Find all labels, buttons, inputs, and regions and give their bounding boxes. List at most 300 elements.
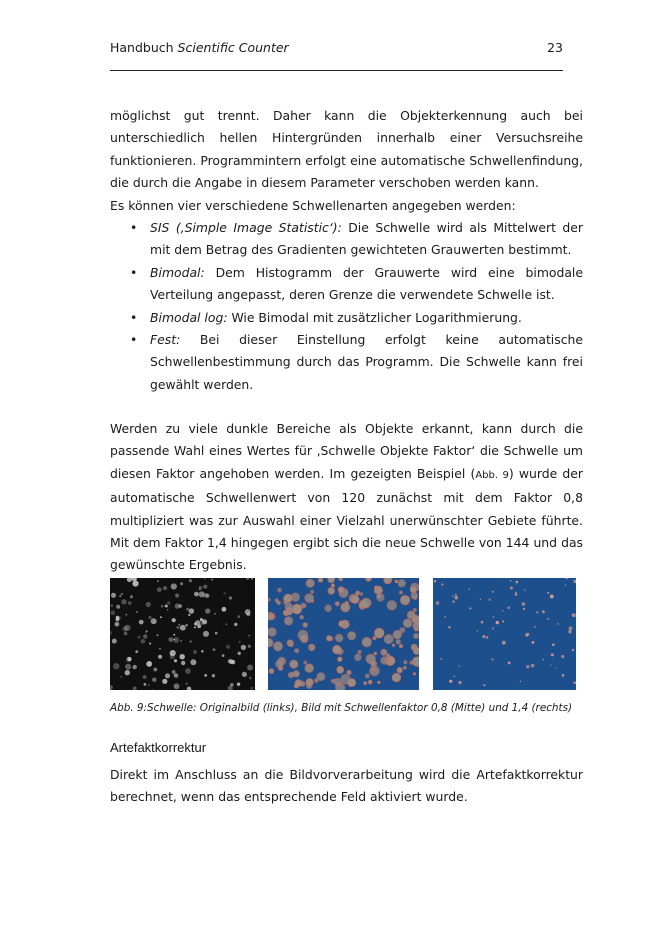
speckle xyxy=(242,672,247,677)
speckle xyxy=(355,591,359,595)
speckle xyxy=(119,595,121,597)
speckle xyxy=(241,645,246,650)
speckle xyxy=(351,596,359,604)
speckle xyxy=(555,668,556,669)
speckle xyxy=(365,674,369,678)
speckle xyxy=(137,636,140,639)
speckle xyxy=(121,599,126,604)
speckle xyxy=(290,660,298,668)
list-item xyxy=(130,307,583,329)
speckle xyxy=(572,649,575,652)
bullet-icon: • xyxy=(130,332,138,348)
speckle xyxy=(275,599,279,603)
speckle xyxy=(306,579,314,587)
speckle xyxy=(204,674,207,677)
speckle xyxy=(274,642,283,651)
speckle xyxy=(163,586,167,590)
speckle xyxy=(144,683,147,686)
speckle xyxy=(387,659,390,662)
speckle xyxy=(148,616,151,619)
speckle xyxy=(520,681,522,683)
paragraph-2 xyxy=(110,418,583,577)
speckle xyxy=(180,625,186,631)
speckle xyxy=(326,636,331,641)
figure-caption: Abb. 9:Schwelle: Originalbild (links), Bild mit Schwellenfaktor 0,8 (Mitte) und 1,4 (rechts) xyxy=(110,702,573,714)
speckle xyxy=(167,609,169,611)
speckle xyxy=(561,655,564,658)
section-heading: Artefaktkorrektur xyxy=(110,740,207,755)
speckle xyxy=(245,609,251,615)
speckle xyxy=(124,632,128,636)
speckle xyxy=(136,611,138,613)
speckle xyxy=(175,603,180,608)
speckle xyxy=(371,661,377,667)
speckle xyxy=(225,623,227,625)
speckle xyxy=(502,641,506,645)
speckle xyxy=(132,581,138,587)
speckle xyxy=(415,628,418,631)
speckle xyxy=(449,680,452,683)
header-title-italic: Scientific Counter xyxy=(177,40,289,55)
header-title-prefix: Handbuch xyxy=(110,40,178,55)
speckle xyxy=(141,639,146,644)
speckle xyxy=(526,665,529,668)
speckle xyxy=(400,628,405,633)
speckle xyxy=(337,666,344,673)
speckle xyxy=(534,626,536,628)
speckle xyxy=(160,616,162,618)
speckle xyxy=(304,661,307,664)
speckle xyxy=(250,687,253,690)
speckle xyxy=(111,593,116,598)
speckle xyxy=(325,605,332,612)
speckle xyxy=(360,593,363,596)
speckle xyxy=(199,620,205,626)
speckle xyxy=(305,594,314,603)
speckle xyxy=(157,587,162,592)
speckle xyxy=(454,676,456,678)
speckle xyxy=(412,657,419,666)
threshold-0-8-image xyxy=(268,578,419,690)
speckle xyxy=(247,665,253,671)
speckle xyxy=(483,684,485,686)
list-item-text: Wie Bimodal mit zusätzlicher Logarithmierung. xyxy=(227,309,522,325)
speckle xyxy=(328,588,335,595)
speckle xyxy=(335,602,339,606)
speckle xyxy=(492,591,494,593)
speckle xyxy=(194,626,196,628)
speckle xyxy=(248,635,250,637)
speckle xyxy=(284,617,292,625)
speckle xyxy=(158,655,162,659)
speckle xyxy=(392,644,395,647)
speckle xyxy=(516,581,519,584)
speckle xyxy=(348,632,356,640)
speckle xyxy=(290,643,293,646)
speckle xyxy=(125,664,131,670)
speckle xyxy=(400,595,409,604)
speckle xyxy=(237,683,240,686)
speckle xyxy=(395,580,398,583)
speckle xyxy=(338,587,344,593)
speckle xyxy=(204,578,206,580)
speckle xyxy=(358,650,361,653)
speckle xyxy=(403,666,406,669)
speckle xyxy=(121,593,123,595)
speckle xyxy=(565,585,566,586)
speckle xyxy=(234,623,237,626)
speckle xyxy=(547,618,549,620)
paragraph-2-text-a: Werden zu viele dunkle Bereiche als Objekte erkannt, kann durch die passende Wahl eines Wertes für ‚Schwelle Objekte Faktor‘ die Schwelle um diesen Faktor angehoben werden. Im gezeigten Beispiel ( xyxy=(110,421,583,481)
speckle xyxy=(387,601,397,611)
paragraph-3: Direkt im Anschluss an die Bildvorverarbeitung wird die Artefaktkorrektur berechnet, wenn das entsprechende Feld aktiviert wurde. xyxy=(110,767,583,805)
speckle xyxy=(526,633,529,636)
speckle xyxy=(173,673,177,677)
speckle xyxy=(149,643,151,645)
speckle xyxy=(174,683,180,689)
speckle xyxy=(199,588,201,590)
intro-line: Es können vier verschiedene Schwellenarten angegeben werden: xyxy=(110,197,516,213)
original-image xyxy=(110,578,255,690)
speckle xyxy=(238,652,241,655)
speckle xyxy=(374,628,384,638)
speckle xyxy=(229,659,234,664)
speckle xyxy=(134,581,136,583)
speckle xyxy=(189,608,194,613)
figure-row xyxy=(110,578,576,690)
speckle xyxy=(185,668,191,674)
speckle xyxy=(188,614,190,616)
speckle xyxy=(176,626,179,629)
speckle xyxy=(333,645,341,653)
speckle xyxy=(440,658,442,660)
speckle xyxy=(167,601,170,604)
speckle xyxy=(452,596,454,598)
speckle xyxy=(170,654,175,659)
speckle xyxy=(372,668,375,671)
speckle xyxy=(143,634,147,638)
speckle xyxy=(375,586,378,589)
speckle xyxy=(532,641,535,644)
speckle xyxy=(571,614,572,615)
speckle xyxy=(268,639,273,647)
speckle xyxy=(127,657,131,661)
speckle xyxy=(522,602,525,605)
speckle xyxy=(306,683,312,689)
speckle xyxy=(542,659,544,661)
speckle xyxy=(568,630,571,633)
speckle xyxy=(305,664,314,673)
speckle xyxy=(239,641,241,643)
speckle xyxy=(120,676,122,678)
speckle xyxy=(436,601,440,605)
speckle xyxy=(203,585,207,589)
speckle xyxy=(355,654,362,661)
list-item-text: Die Schwelle wird als Mittelwert der mit dem Betrag des Gradienten gewichteten Grauwerten bestimmt. xyxy=(150,220,583,258)
speckle xyxy=(295,680,302,687)
speckle xyxy=(269,614,272,617)
speckle xyxy=(413,648,419,655)
speckle xyxy=(361,598,371,608)
speckle xyxy=(508,661,511,664)
speckle xyxy=(481,621,484,624)
speckle xyxy=(190,659,196,665)
speckle xyxy=(303,623,308,628)
speckle xyxy=(237,615,240,618)
speckle xyxy=(486,636,489,639)
speckle xyxy=(268,598,270,601)
speckle xyxy=(550,595,554,599)
speckle xyxy=(298,630,308,640)
speckle xyxy=(151,618,157,624)
speckle xyxy=(392,673,401,682)
bullet-icon: • xyxy=(130,264,138,280)
speckle xyxy=(507,607,510,610)
figure-reference: Abb. 9 xyxy=(475,469,509,481)
speckle xyxy=(146,602,151,607)
speckle xyxy=(249,677,252,680)
speckle xyxy=(194,592,199,597)
list-item-term: Bimodal: xyxy=(150,264,205,280)
speckle xyxy=(448,626,451,629)
list-item xyxy=(130,217,583,262)
speckle xyxy=(189,579,192,582)
speckle xyxy=(469,588,470,589)
speckle xyxy=(230,683,234,687)
list-item-text: Dem Histogramm der Grauwerte wird eine bimodale Verteilung angepasst, deren Grenze die verwendete Schwelle ist. xyxy=(150,264,583,303)
speckle xyxy=(410,587,416,593)
list-item-term: Fest: xyxy=(150,332,181,348)
speckle xyxy=(145,631,147,633)
speckle xyxy=(165,605,168,608)
speckle xyxy=(213,648,216,651)
speckle xyxy=(201,650,204,653)
speckle xyxy=(368,680,372,684)
threshold-1-4-image xyxy=(433,578,576,690)
speckle xyxy=(510,587,513,590)
speckle xyxy=(378,681,381,684)
speckle xyxy=(318,578,322,582)
speckle xyxy=(190,640,192,642)
speckle xyxy=(309,644,316,651)
speckle xyxy=(157,634,159,636)
speckle xyxy=(168,637,173,642)
bullet-icon: • xyxy=(130,309,138,325)
speckle xyxy=(128,601,132,605)
speckle xyxy=(334,678,341,685)
speckle xyxy=(175,594,179,598)
speckle xyxy=(133,665,137,669)
speckle xyxy=(531,664,535,668)
speckle xyxy=(502,620,504,622)
speckle xyxy=(339,578,343,581)
speckle xyxy=(469,607,471,609)
speckle xyxy=(229,596,232,599)
speckle xyxy=(179,624,181,626)
speckle xyxy=(550,664,551,665)
speckle xyxy=(203,631,209,637)
speckle xyxy=(174,639,176,641)
speckle xyxy=(146,661,152,667)
speckle xyxy=(159,648,161,650)
list-item-text: Bei dieser Einstellung erfolgt keine automatische Schwellenbestimmung durch das Programm. Die Schwelle kann frei gewählt werden. xyxy=(150,332,583,392)
speckle xyxy=(407,611,415,619)
speckle xyxy=(482,635,485,638)
speckle xyxy=(173,634,175,636)
speckle xyxy=(278,588,282,592)
speckle xyxy=(314,679,318,683)
speckle xyxy=(276,660,283,667)
speckle xyxy=(193,650,197,654)
speckle xyxy=(542,610,545,613)
speckle xyxy=(335,634,343,642)
speckle xyxy=(338,657,342,661)
speckle xyxy=(214,613,216,615)
speckle xyxy=(162,679,167,684)
list-item-term: SIS (‚Simple Image Statistic‘): xyxy=(150,220,342,235)
paragraph-1 xyxy=(110,105,583,217)
speckle xyxy=(180,640,182,642)
speckle xyxy=(515,592,517,594)
list-item xyxy=(130,262,583,307)
speckle xyxy=(113,663,119,669)
speckle xyxy=(480,599,482,601)
speckle xyxy=(211,579,213,581)
speckle xyxy=(502,610,503,611)
speckle xyxy=(165,673,170,678)
speckle xyxy=(115,622,120,627)
speckle xyxy=(399,644,402,647)
speckle xyxy=(139,620,144,625)
speckle xyxy=(161,605,164,608)
speckle xyxy=(524,589,526,591)
speckle xyxy=(199,591,205,597)
speckle xyxy=(396,640,401,645)
speckle xyxy=(148,684,150,686)
speckle xyxy=(365,578,371,581)
speckle xyxy=(397,668,402,673)
speckle xyxy=(248,645,251,648)
speckle xyxy=(455,594,457,596)
threshold-types-list xyxy=(130,217,583,396)
speckle xyxy=(362,637,371,646)
speckle xyxy=(269,669,274,674)
bullet-icon: • xyxy=(130,220,138,235)
speckle xyxy=(171,583,177,589)
speckle xyxy=(226,645,230,649)
speckle xyxy=(569,626,573,630)
speckle xyxy=(157,580,159,582)
speckle xyxy=(458,681,461,684)
speckle xyxy=(364,682,367,685)
speckle xyxy=(341,603,350,612)
speckle xyxy=(551,653,554,656)
speckle xyxy=(399,591,402,594)
speckle xyxy=(125,670,130,675)
speckle xyxy=(152,678,156,682)
speckle xyxy=(459,665,460,666)
paragraph-1-text: möglichst gut trennt. Daher kann die Objekterkennung auch bei unterschiedlich hellen Hintergründen innerhalb einer Versuchsreihe funktionieren. Programmintern erfolgt eine automatische Schwellenfindung, die durch die Angabe in diesem Parameter verschoben werden kann. xyxy=(110,108,583,191)
speckle xyxy=(489,599,491,601)
speckle xyxy=(347,670,351,674)
speckle xyxy=(311,590,314,593)
speckle xyxy=(452,600,455,603)
page-number: 23 xyxy=(547,40,563,55)
speckle xyxy=(510,580,512,582)
speckle xyxy=(557,623,559,625)
speckle xyxy=(414,633,419,638)
speckle xyxy=(434,580,436,582)
speckle xyxy=(143,675,147,679)
speckle xyxy=(404,661,407,664)
speckle xyxy=(268,628,276,637)
speckle xyxy=(111,604,113,606)
speckle xyxy=(172,618,176,622)
speckle xyxy=(223,592,225,594)
speckle xyxy=(384,578,392,584)
speckle xyxy=(212,674,215,677)
speckle xyxy=(186,624,188,626)
speckle xyxy=(215,632,218,635)
speckle xyxy=(339,621,345,627)
speckle xyxy=(122,626,127,631)
speckle xyxy=(562,674,565,677)
speckle xyxy=(496,621,499,624)
paragraph-2-text-b: ) wurde der automatische Schwellenwert von 120 zunächst mit dem Faktor 0,8 multipliziert was zur Auswahl einer Vielzahl unerwünschter Gebiete führte. Mit dem Faktor 1,4 hingegen ergibt sich die neue Schwelle von 144 und das gewünschte Ergebnis. xyxy=(110,465,583,573)
speckle xyxy=(116,616,119,619)
speckle xyxy=(180,654,185,659)
speckle xyxy=(413,608,416,611)
speckle xyxy=(403,619,412,628)
speckle xyxy=(292,604,302,614)
speckle xyxy=(197,624,201,628)
speckle xyxy=(455,596,459,600)
speckle xyxy=(294,649,298,653)
speckle xyxy=(222,654,225,657)
speckle xyxy=(331,584,334,587)
speckle xyxy=(413,673,415,675)
speckle xyxy=(348,679,356,687)
speckle xyxy=(373,637,376,640)
speckle xyxy=(130,595,133,598)
speckle xyxy=(116,605,120,609)
header-title xyxy=(110,40,289,55)
speckle xyxy=(552,644,555,647)
header-rule xyxy=(110,70,563,71)
speckle xyxy=(374,652,377,655)
speckle xyxy=(493,616,495,618)
speckle xyxy=(125,614,127,616)
speckle xyxy=(384,635,393,644)
speckle xyxy=(444,616,446,618)
speckle xyxy=(153,668,157,672)
speckle xyxy=(181,661,185,665)
speckle xyxy=(111,610,116,615)
speckle xyxy=(291,593,299,601)
speckle xyxy=(398,580,405,587)
speckle xyxy=(536,611,538,613)
speckle xyxy=(547,592,549,594)
speckle xyxy=(112,639,117,644)
list-item-term: Bimodal log: xyxy=(150,309,228,325)
speckle xyxy=(491,658,493,660)
speckle xyxy=(222,607,227,612)
speckle xyxy=(186,683,188,685)
list-item xyxy=(130,329,583,396)
speckle xyxy=(411,592,418,599)
speckle xyxy=(135,650,138,653)
speckle xyxy=(574,682,577,685)
